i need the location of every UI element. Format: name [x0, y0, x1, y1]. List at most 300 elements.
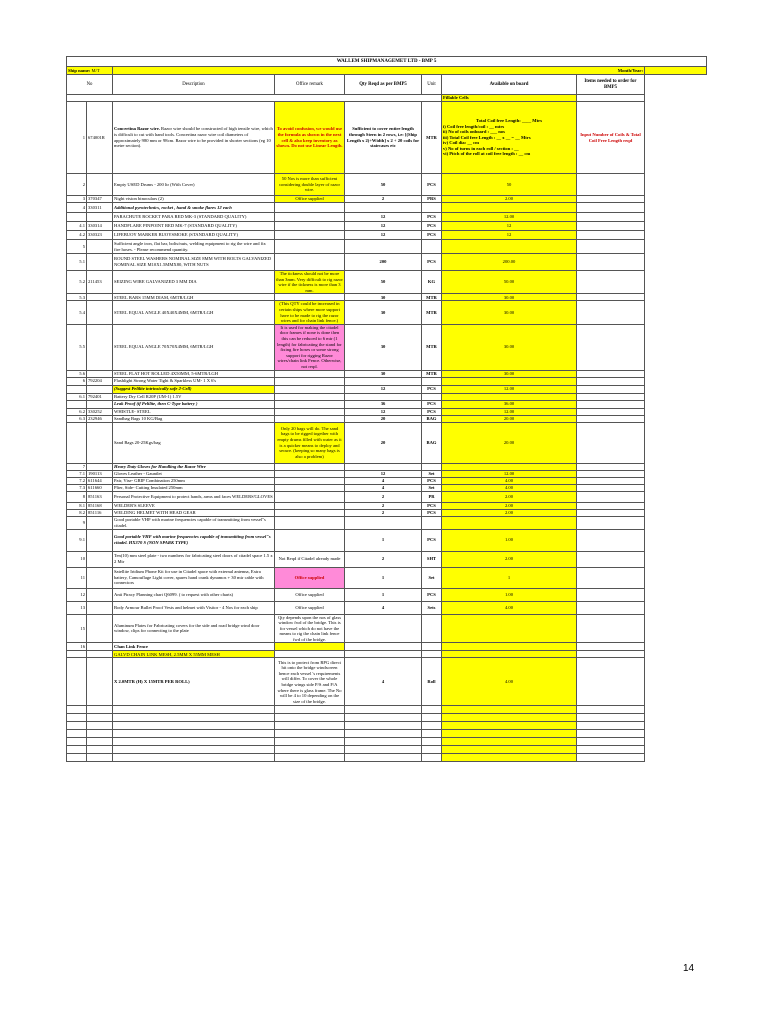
- row-no: 7.2: [67, 477, 87, 484]
- row-unit: BAG: [422, 422, 442, 463]
- row-unit: [422, 463, 442, 470]
- row-qty: [345, 203, 422, 213]
- row-needed[interactable]: [577, 393, 645, 400]
- row-available[interactable]: 30.00: [442, 294, 577, 301]
- row-description: Aluminum Plates for Fabricating covers for the side and road bridge wind door window, clips for connecting to the plate: [113, 614, 275, 643]
- row-available[interactable]: 200.00: [442, 254, 577, 271]
- row-available[interactable]: [442, 614, 577, 643]
- row-available[interactable]: 2.00: [442, 509, 577, 516]
- spacer: [645, 551, 707, 567]
- avail-line: vi) Pitch of the roll at coil free length : __ cm: [443, 151, 531, 157]
- row-needed[interactable]: [577, 196, 645, 203]
- row-unit: MTR: [422, 370, 442, 377]
- empty-cell: [345, 714, 422, 722]
- row-no: 4.2: [67, 231, 87, 240]
- row-remark: [275, 222, 345, 231]
- row-unit: [422, 614, 442, 643]
- empty-cell: [113, 746, 275, 754]
- row-remark: [275, 370, 345, 377]
- empty-cell: [87, 706, 113, 714]
- row-remark: [275, 400, 345, 408]
- row-needed[interactable]: [577, 222, 645, 231]
- row-qty: 4: [345, 658, 422, 706]
- row-qty: [345, 463, 422, 470]
- row-remark: Not Reqd if Citadel already made: [275, 551, 345, 567]
- row-available[interactable]: 12.00: [442, 470, 577, 477]
- row-unit: PCS: [422, 477, 442, 484]
- row-available[interactable]: [442, 393, 577, 400]
- row-unit: PCS: [422, 502, 442, 509]
- empty-row: [67, 754, 707, 762]
- row-qty: 36: [345, 400, 422, 408]
- row-needed[interactable]: [577, 477, 645, 484]
- row-code: [87, 422, 113, 463]
- row-code: [87, 213, 113, 222]
- row-unit: MTR: [422, 294, 442, 301]
- row-available[interactable]: [442, 463, 577, 470]
- row-unit: [422, 377, 442, 385]
- row-needed[interactable]: [577, 551, 645, 567]
- row-description: Pair, Vise- GRIP Combination 250mm: [113, 477, 275, 484]
- spacer: [645, 529, 707, 551]
- spacer: [645, 746, 707, 754]
- empty-cell: [113, 754, 275, 762]
- row-description: WHISTLE- STEEL: [113, 408, 275, 415]
- row-qty: 1: [345, 529, 422, 551]
- empty-cell: [577, 714, 645, 722]
- spacer: [645, 301, 707, 324]
- row-available[interactable]: 2.00: [442, 551, 577, 567]
- table-row: [67, 400, 707, 408]
- col-office-remark: Office remark: [275, 75, 345, 95]
- row-needed[interactable]: [577, 324, 645, 370]
- empty-cell[interactable]: [442, 746, 577, 754]
- col-unit: Unit: [422, 75, 442, 95]
- empty-cell: [67, 722, 87, 730]
- row-no: [67, 385, 87, 393]
- row-available[interactable]: [442, 377, 577, 385]
- row-needed[interactable]: [577, 529, 645, 551]
- empty-cell: [577, 722, 645, 730]
- row-available[interactable]: 12.00: [442, 213, 577, 222]
- row-description: SEIZING WIRE GALVANIZED 3 MM DIA: [113, 271, 275, 294]
- row-unit: MTR: [422, 324, 442, 370]
- row-description: [113, 102, 275, 174]
- row-qty: 4: [345, 484, 422, 491]
- avail-line: i) Coil free length/coil : __ mtrs: [443, 123, 505, 129]
- row-needed[interactable]: [577, 516, 645, 529]
- row-available[interactable]: 30.00: [442, 324, 577, 370]
- empty-cell: [422, 722, 442, 730]
- row-description: Personal Protective Equipment to protect hands, arms and faces WELDERS'GLOVES: [113, 491, 275, 502]
- empty-cell[interactable]: [442, 730, 577, 738]
- spacer: [645, 658, 707, 706]
- row-available[interactable]: 2.00: [442, 491, 577, 502]
- row-no: 4.1: [67, 222, 87, 231]
- table-row: [67, 463, 707, 470]
- row-needed[interactable]: [577, 174, 645, 196]
- table-row: [67, 551, 707, 567]
- row-unit: Sets: [422, 601, 442, 614]
- row-remark: [275, 643, 345, 651]
- row-description: Plier, Side- Cutting Insulated 250mm: [113, 484, 275, 491]
- row-remark: To avoid confusion, we would use the formula as shown in the next cell & also keep inventory as shown. Do not use Linear Length.: [275, 102, 345, 174]
- row-unit: [422, 643, 442, 651]
- table-row: [67, 324, 707, 370]
- row-needed[interactable]: [577, 588, 645, 601]
- empty-cell: [113, 738, 275, 746]
- month-year-value[interactable]: [645, 67, 707, 75]
- row-available[interactable]: 50: [442, 174, 577, 196]
- row-available[interactable]: 12.00: [442, 408, 577, 415]
- empty-cell: [67, 706, 87, 714]
- row-qty: Sufficient to cover entire length through Stern in 2 rows, i.e: [(Ship Length x 2)+Width] x 2 + 20 coils for staircases etc: [345, 102, 422, 174]
- row-unit: [422, 651, 442, 658]
- row-code: [87, 516, 113, 529]
- row-no: 12: [67, 588, 87, 601]
- table-row: [67, 651, 707, 658]
- row-available[interactable]: 36.00: [442, 400, 577, 408]
- row-available[interactable]: 4.00: [442, 484, 577, 491]
- row-description: Sufficient angle iron, flat bar, bolts/nuts, welding equipment to rig the wire and fix fire hoses. - Please recommend quantity.: [113, 240, 275, 254]
- spacer: [645, 324, 707, 370]
- row-unit: PCS: [422, 509, 442, 516]
- row-remark: [275, 502, 345, 509]
- table-row: [67, 301, 707, 324]
- row-no: [67, 213, 87, 222]
- row-remark: This is to protect from RPG direct hit onto the bridge windscreen hence each vessel 's requirements will differ. To cover the whole bridge wings side P/S and F/A where there is glass frame. The No will be 4 to 10 depending on the size of the bridge.: [275, 658, 345, 706]
- spacer: [645, 730, 707, 738]
- row-code: 674001R: [87, 102, 113, 174]
- row-needed[interactable]: [577, 463, 645, 470]
- fillable-legend: Fillable Cells: [442, 95, 577, 102]
- empty-cell: [577, 738, 645, 746]
- spacer: [645, 240, 707, 254]
- spacer: [645, 393, 707, 400]
- company-title: WALLEM SHIPMANAGEMET LTD - BMP 5: [67, 57, 707, 67]
- row-no: 3: [67, 196, 87, 203]
- empty-cell[interactable]: [442, 754, 577, 762]
- row-available[interactable]: 12: [442, 231, 577, 240]
- row-code: 232946: [87, 415, 113, 422]
- row-available[interactable]: 12.00: [442, 385, 577, 393]
- row-qty: 50: [345, 174, 422, 196]
- spacer: [645, 254, 707, 271]
- row-available[interactable]: 1.00: [442, 588, 577, 601]
- row-needed[interactable]: [577, 385, 645, 393]
- row-code: 330323: [87, 231, 113, 240]
- row-code: 330311: [87, 203, 113, 213]
- row-needed[interactable]: [577, 491, 645, 502]
- row-description: Sand Bags 20-25Kgs/bag: [113, 422, 275, 463]
- row-qty: 30: [345, 370, 422, 377]
- row-description: Additional pyrotechnics, rocket , hand & smoke flares 12 each: [113, 203, 275, 213]
- row-available[interactable]: [442, 240, 577, 254]
- row-qty: [345, 393, 422, 400]
- row-unit: [422, 203, 442, 213]
- row-qty: 2: [345, 502, 422, 509]
- row-unit: BAG: [422, 415, 442, 422]
- empty-cell[interactable]: [442, 738, 577, 746]
- empty-cell: [113, 714, 275, 722]
- row-qty: 4: [345, 477, 422, 484]
- table-row: [67, 516, 707, 529]
- row-available[interactable]: [442, 203, 577, 213]
- row-needed[interactable]: [577, 484, 645, 491]
- row-code: 330314: [87, 222, 113, 231]
- row-description: Chan Link Fence: [113, 643, 275, 651]
- empty-cell: [113, 706, 275, 714]
- row-qty: [345, 240, 422, 254]
- bmp5-table: [66, 56, 707, 762]
- row-available[interactable]: 20.00: [442, 415, 577, 422]
- row-needed[interactable]: [577, 509, 645, 516]
- row-needed[interactable]: [577, 408, 645, 415]
- row-no: 8.1: [67, 502, 87, 509]
- bmp5-sheet: [66, 56, 686, 762]
- empty-cell[interactable]: [442, 706, 577, 714]
- row-needed[interactable]: [577, 643, 645, 651]
- row-unit: [422, 516, 442, 529]
- row-qty: 1: [345, 588, 422, 601]
- month-year-label: Month/Year:: [113, 67, 645, 75]
- spacer: [645, 222, 707, 231]
- ship-name-value: M/T: [91, 67, 100, 73]
- row-remark: Qty depends upon the nos of glass window fwd of the bridge. This is for vessel which do not have the means to rig the chain link fence fwd of the bridge.: [275, 614, 345, 643]
- row-needed[interactable]: [577, 614, 645, 643]
- row-qty: 200: [345, 254, 422, 271]
- row-unit: KG: [422, 271, 442, 294]
- row-code: [87, 174, 113, 196]
- empty-cell: [345, 722, 422, 730]
- row-needed[interactable]: [577, 601, 645, 614]
- table-row: [67, 470, 707, 477]
- row-remark: (This QTY could be increased in certain ships where more support have to be made to rig the razor wires and for chain link fence.): [275, 301, 345, 324]
- empty-cell: [422, 738, 442, 746]
- row-remark: [275, 254, 345, 271]
- row-available[interactable]: [442, 643, 577, 651]
- col-no: No: [67, 75, 113, 95]
- row-needed[interactable]: [577, 422, 645, 463]
- row-no: 8: [67, 491, 87, 502]
- row-remark: [275, 491, 345, 502]
- spacer: [645, 643, 707, 651]
- row-needed[interactable]: [577, 254, 645, 271]
- row-available[interactable]: [442, 651, 577, 658]
- spacer: [645, 601, 707, 614]
- row-unit: [422, 240, 442, 254]
- empty-cell: [87, 746, 113, 754]
- spacer: [645, 470, 707, 477]
- row-available[interactable]: 50.00: [442, 271, 577, 294]
- empty-cell: [113, 730, 275, 738]
- row-remark: [275, 463, 345, 470]
- row-remark: [275, 509, 345, 516]
- row-qty: 2: [345, 491, 422, 502]
- row-remark: [275, 651, 345, 658]
- empty-cell: [577, 746, 645, 754]
- row-code: [87, 588, 113, 601]
- row-qty: 2: [345, 196, 422, 203]
- table-row: [67, 231, 707, 240]
- row-needed[interactable]: [577, 400, 645, 408]
- row-needed[interactable]: [577, 502, 645, 509]
- empty-cell: [275, 754, 345, 762]
- row-no: 5.3: [67, 294, 87, 301]
- row-description: HANDFLARE PINPOINT RED MK-7 (STANDARD QUALITY): [113, 222, 275, 231]
- empty-cell: [422, 746, 442, 754]
- row-qty: 30: [345, 324, 422, 370]
- row-available[interactable]: 2.00: [442, 196, 577, 203]
- row-qty: [345, 516, 422, 529]
- table-row: [67, 213, 707, 222]
- row-no: 13: [67, 601, 87, 614]
- row-code: 330252: [87, 408, 113, 415]
- row-code: 851168: [87, 502, 113, 509]
- row-no: 8.2: [67, 509, 87, 516]
- razor-available[interactable]: [442, 102, 577, 174]
- row-needed[interactable]: [577, 651, 645, 658]
- row-qty: 50: [345, 271, 422, 294]
- table-row: [67, 509, 707, 516]
- row-no: 9.1: [67, 529, 87, 551]
- empty-cell[interactable]: [442, 714, 577, 722]
- row-unit: MTR: [422, 301, 442, 324]
- spacer: [645, 271, 707, 294]
- avail-line: ii) No of coils onboard : ___ nos: [443, 129, 505, 135]
- row-needed[interactable]: [577, 240, 645, 254]
- row-available[interactable]: 4.00: [442, 658, 577, 706]
- table-row: [67, 529, 707, 551]
- row-needed[interactable]: [577, 377, 645, 385]
- spacer: [645, 213, 707, 222]
- spacer: [645, 95, 707, 102]
- row-needed[interactable]: [577, 370, 645, 377]
- row-unit: PCS: [422, 529, 442, 551]
- row-unit: PCS: [422, 231, 442, 240]
- row-description: Good portable VHF with marine frequencies capable of transmitting from vessel"s citadel. HX370 S (NON SPARK TYPE): [113, 529, 275, 551]
- row-no: [67, 651, 87, 658]
- avail-line: iii) Total Coil free Length : __ x __ = __ Mtrs: [443, 134, 531, 140]
- row-remark: Office supplied: [275, 196, 345, 203]
- row-needed[interactable]: [577, 301, 645, 324]
- row-remark: [275, 231, 345, 240]
- row-needed[interactable]: [577, 294, 645, 301]
- spacer: [645, 502, 707, 509]
- avail-title: Total Coil free Length: ____ Mtrs: [476, 117, 542, 123]
- row-needed[interactable]: [577, 203, 645, 213]
- table-row: [67, 601, 707, 614]
- spacer: [645, 408, 707, 415]
- row-no: 6.1: [67, 393, 87, 400]
- spacer: [645, 706, 707, 714]
- row-available[interactable]: [442, 516, 577, 529]
- col-items-needed: Items needed to order for BMP5: [577, 75, 645, 95]
- row-needed[interactable]: [577, 213, 645, 222]
- row-remark: [275, 470, 345, 477]
- row-unit: PR: [422, 491, 442, 502]
- row-description: (Suggest Pelilite intrinsically safe 2-Cell): [113, 385, 275, 393]
- row-no: [67, 422, 87, 463]
- row-remark: Office supplied: [275, 588, 345, 601]
- row-remark: [275, 529, 345, 551]
- row-code: [87, 240, 113, 254]
- table-row: [67, 614, 707, 643]
- row-remark: [275, 203, 345, 213]
- row-available[interactable]: 1: [442, 567, 577, 588]
- row-needed[interactable]: [577, 231, 645, 240]
- row-remark: [275, 477, 345, 484]
- avail-line: v) No of turns in each roll / section : __: [443, 145, 519, 151]
- spacer: [645, 463, 707, 470]
- row-unit: PCS: [422, 408, 442, 415]
- row-needed[interactable]: [577, 470, 645, 477]
- row-qty: [345, 377, 422, 385]
- spacer: [645, 477, 707, 484]
- empty-cell: [577, 706, 645, 714]
- razor-desc-bold: Concertina Razor wire.: [114, 126, 160, 132]
- table-row: [67, 408, 707, 415]
- row-no: 9: [67, 516, 87, 529]
- empty-cell: [67, 738, 87, 746]
- row-needed[interactable]: [577, 271, 645, 294]
- row-remark: [275, 240, 345, 254]
- row-unit: PCS: [422, 174, 442, 196]
- table-row: [67, 203, 707, 213]
- col-qty: Qty Reqd as per BMP5: [345, 75, 422, 95]
- empty-cell: [67, 746, 87, 754]
- row-available[interactable]: 2.00: [442, 502, 577, 509]
- table-row: [67, 491, 707, 502]
- table-row: [67, 484, 707, 491]
- row-needed[interactable]: [577, 658, 645, 706]
- row-code: 370347: [87, 196, 113, 203]
- row-remark: [275, 294, 345, 301]
- row-description: Battery Dry Cell R20P (UM-1) 1.5V: [113, 393, 275, 400]
- row-available[interactable]: 30.00: [442, 370, 577, 377]
- row-no: 5.2: [67, 271, 87, 294]
- row-available[interactable]: 4.00: [442, 477, 577, 484]
- avail-line: iv) Coil dia: __ cm: [443, 140, 479, 146]
- row-description: Flashlight Strong Water Tight & Sparkless UM- 1 X 6's: [113, 377, 275, 385]
- row-code: 851163: [87, 491, 113, 502]
- row-code: [87, 370, 113, 377]
- row-remark: [275, 213, 345, 222]
- spacer: [645, 294, 707, 301]
- row-available[interactable]: 4.00: [442, 601, 577, 614]
- spacer: [645, 203, 707, 213]
- row-qty: 2: [345, 509, 422, 516]
- row-needed[interactable]: [577, 415, 645, 422]
- empty-cell: [87, 722, 113, 730]
- row-description: GALVD CHAIN LINK MESH, 2.5MM X 55MM MESH: [113, 651, 275, 658]
- row-unit: MTR: [422, 102, 442, 174]
- empty-cell: [67, 714, 87, 722]
- row-no: 16: [67, 643, 87, 651]
- empty-cell[interactable]: [442, 722, 577, 730]
- row-available[interactable]: 1.00: [442, 529, 577, 551]
- row-available[interactable]: 12: [442, 222, 577, 231]
- empty-row: [67, 714, 707, 722]
- row-code: [87, 614, 113, 643]
- row-qty: 12: [345, 222, 422, 231]
- row-unit: PCS: [422, 385, 442, 393]
- row-available[interactable]: 30.00: [442, 301, 577, 324]
- row-code: [87, 658, 113, 706]
- row-available[interactable]: 20.00: [442, 422, 577, 463]
- row-needed[interactable]: [577, 567, 645, 588]
- row-remark: [275, 385, 345, 393]
